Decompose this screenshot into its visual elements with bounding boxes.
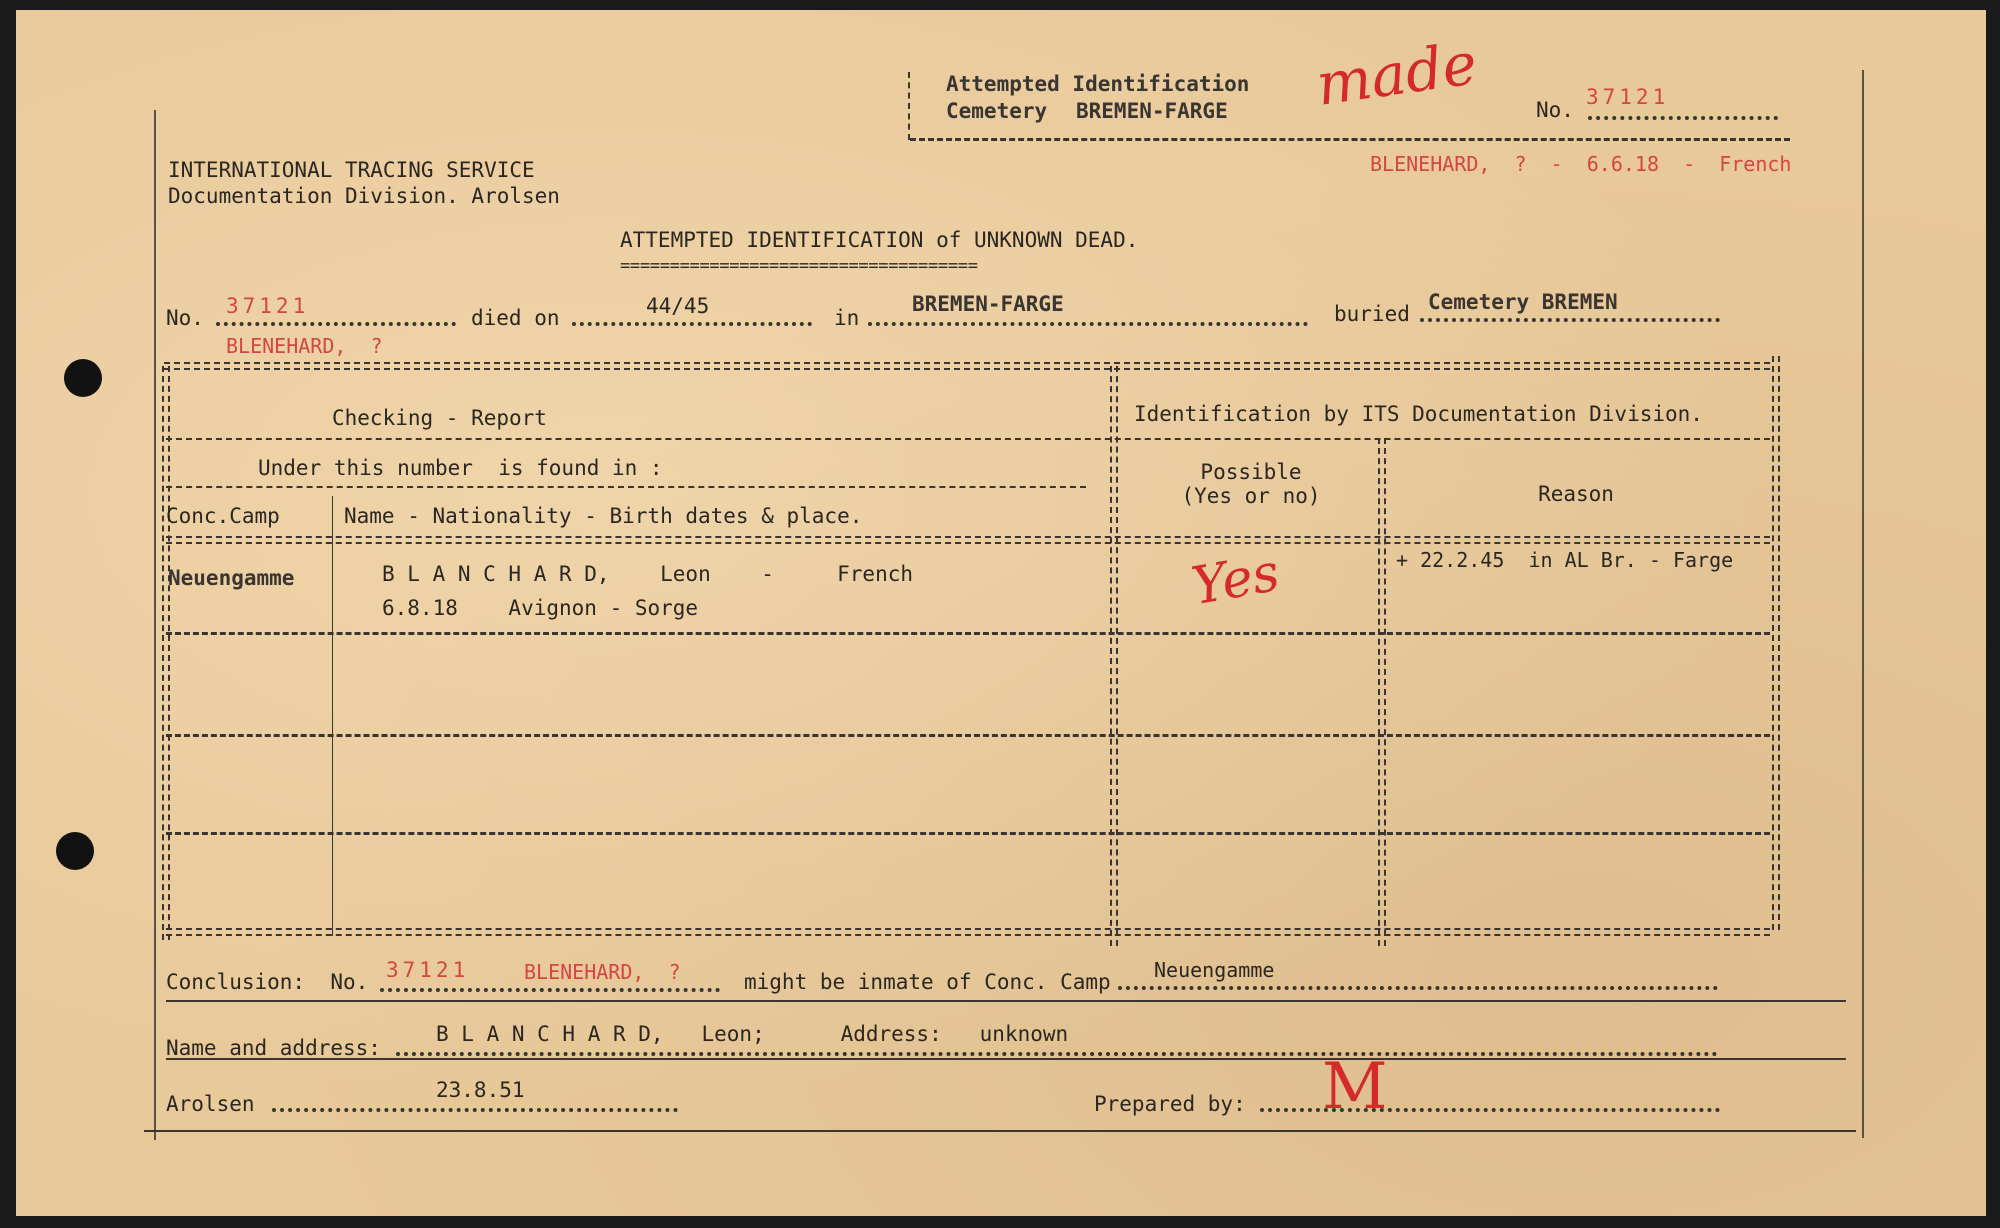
row-reason: + 22.2.45 in AL Br. - Farge xyxy=(1396,548,1734,572)
conclusion-label: Conclusion: No. xyxy=(166,970,369,994)
buried-dots xyxy=(1420,318,1720,322)
header-subject-line: BLENEHARD, ? - 6.6.18 - French xyxy=(1370,152,1792,176)
handwritten-made: made xyxy=(1312,29,1481,119)
cemetery-stamp-value: BREMEN-FARGE xyxy=(1076,99,1228,123)
stamp-box-left xyxy=(908,72,910,140)
conclusion-name-value: BLENEHARD, ? xyxy=(524,960,681,984)
row-divider-2 xyxy=(166,734,1770,737)
checking-report-header: Checking - Report xyxy=(332,406,547,430)
in-label: in xyxy=(834,306,860,330)
header-no-value: 37121 xyxy=(1586,85,1670,109)
name-address-dots xyxy=(396,1052,1718,1056)
row-camp: Neuengamme xyxy=(168,566,295,590)
frame-right-line xyxy=(1862,70,1864,1138)
table-left-border xyxy=(162,366,170,940)
col-camp-header: Conc.Camp xyxy=(166,504,280,528)
buried-value: Cemetery BREMEN xyxy=(1428,290,1618,314)
prepared-by-label: Prepared by: xyxy=(1094,1092,1246,1116)
row-possible-handwritten: Yes xyxy=(1187,542,1284,618)
prepared-by-initials: M xyxy=(1322,1050,1388,1124)
frame-bottom-line xyxy=(144,1130,1856,1132)
form-title-underline: ==================================== xyxy=(620,256,978,276)
record-no-value: 37121 xyxy=(226,294,310,318)
header-no-label: No. xyxy=(1536,98,1574,122)
table-header-line xyxy=(166,438,1770,440)
conclusion-camp-dots xyxy=(1118,986,1718,990)
column-header-line xyxy=(166,536,1770,544)
row-divider-1 xyxy=(166,632,1770,635)
table-mid-divider xyxy=(1110,366,1118,946)
header-no-dots xyxy=(1588,116,1778,120)
col-reason-header: Reason xyxy=(1538,482,1614,506)
conclusion-no-dots xyxy=(380,988,720,992)
footer-place: Arolsen xyxy=(166,1092,255,1116)
stamp-box-bottom xyxy=(910,138,1790,141)
conclusion-text: might be inmate of Conc. Camp xyxy=(744,970,1111,994)
conclusion-camp-value: Neuengamme xyxy=(1154,958,1275,982)
record-name-under-no: BLENEHARD, ? xyxy=(226,334,383,358)
table-bottom-border xyxy=(166,928,1770,936)
in-value: BREMEN-FARGE xyxy=(912,292,1064,316)
frame-left-line xyxy=(154,110,156,1140)
punch-hole-top xyxy=(64,359,102,397)
conclusion-no-value: 37121 xyxy=(386,958,470,982)
agency-line-2: Documentation Division. Arolsen xyxy=(168,184,560,208)
col-name-header: Name - Nationality - Birth dates & place. xyxy=(344,504,863,528)
name-address-label: Name and address: xyxy=(166,1036,381,1060)
agency-line-1: INTERNATIONAL TRACING SERVICE xyxy=(168,158,535,182)
table-camp-divider xyxy=(332,496,333,936)
identification-header: Identification by ITS Documentation Division. xyxy=(1134,402,1703,426)
died-on-value: 44/45 xyxy=(646,294,710,318)
died-on-dots xyxy=(572,322,812,326)
row-name-line-1: B L A N C H A R D, Leon - French xyxy=(382,562,914,586)
form-title: ATTEMPTED IDENTIFICATION of UNKNOWN DEAD. xyxy=(620,228,1139,252)
under-number-label: Under this number is found in : xyxy=(258,456,663,480)
died-on-label: died on xyxy=(471,306,560,330)
row-divider-3 xyxy=(166,832,1770,835)
footer-date-dots xyxy=(272,1108,678,1112)
index-card xyxy=(16,10,1986,1216)
footer-date: 23.8.51 xyxy=(436,1078,525,1102)
under-number-line xyxy=(166,486,1086,488)
row-name-line-2: 6.8.18 Avignon - Sorge xyxy=(382,596,699,620)
name-address-value: B L A N C H A R D, Leon; Address: unknown xyxy=(436,1022,1069,1046)
record-no-label: No. xyxy=(166,306,204,330)
cemetery-stamp-label: Cemetery xyxy=(946,99,1048,123)
table-right-border xyxy=(1772,356,1780,930)
table-possible-divider xyxy=(1378,438,1386,946)
conclusion-rule xyxy=(166,1000,1846,1002)
record-no-dots xyxy=(216,322,456,326)
col-possible-header-1: Possible xyxy=(1200,460,1302,484)
in-dots xyxy=(868,322,1308,326)
buried-label: buried xyxy=(1334,302,1410,326)
punch-hole-bottom xyxy=(56,832,94,870)
col-possible-header-2: (Yes or no) xyxy=(1181,484,1321,508)
name-address-rule xyxy=(166,1058,1846,1060)
attempted-identification-stamp: Attempted Identification xyxy=(946,72,1250,96)
table-top-border xyxy=(164,362,1770,370)
